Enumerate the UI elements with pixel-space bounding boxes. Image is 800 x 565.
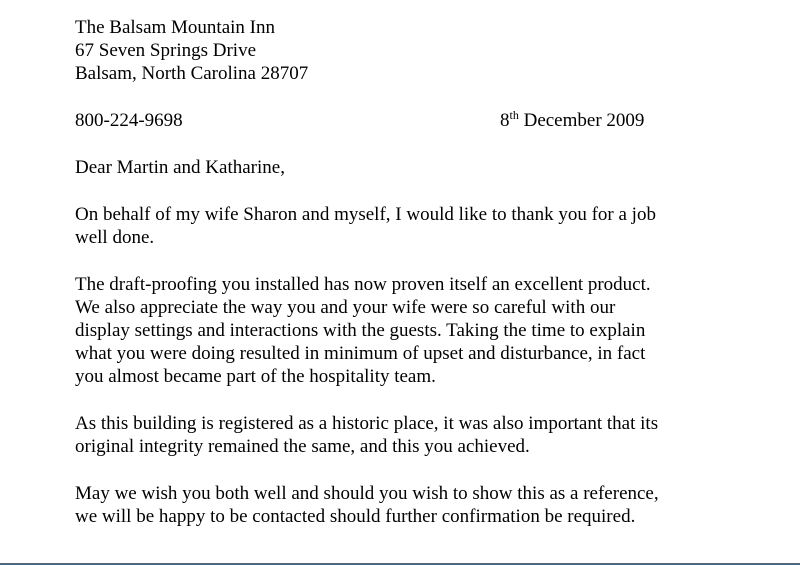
date-rest: December 2009 bbox=[523, 110, 645, 131]
paragraph-line: We also appreciate the way you and your wife were so careful with our bbox=[75, 297, 616, 318]
paragraph-line: you almost became part of the hospitality team. bbox=[75, 366, 436, 387]
paragraph-4 bbox=[75, 482, 725, 528]
contact-row bbox=[75, 109, 775, 132]
address-line-1: The Balsam Mountain Inn bbox=[75, 17, 275, 38]
letter-body bbox=[75, 16, 775, 528]
phone-number: 800-224-9698 bbox=[75, 110, 183, 131]
paragraph-line: May we wish you both well and should you wish to show this as a reference, bbox=[75, 483, 659, 504]
date-day: 8 bbox=[500, 110, 510, 131]
sender-address bbox=[75, 16, 775, 85]
paragraph-line: well done. bbox=[75, 227, 155, 248]
paragraph-line: On behalf of my wife Sharon and myself, I would like to thank you for a job bbox=[75, 204, 656, 225]
paragraph-3 bbox=[75, 412, 725, 458]
date-suffix: th bbox=[509, 108, 519, 122]
salutation bbox=[75, 156, 775, 179]
address-line-2: 67 Seven Springs Drive bbox=[75, 40, 257, 61]
paragraph-line: As this building is registered as a historic place, it was also important that its bbox=[75, 413, 659, 434]
salutation-comma: , bbox=[280, 157, 285, 178]
paragraph-1 bbox=[75, 203, 725, 249]
salutation-text: Dear Martin and Katharine bbox=[75, 157, 281, 178]
paragraph-line: original integrity remained the same, and this you achieved. bbox=[75, 436, 530, 457]
paragraph-line: display settings and interactions with the guests. Taking the time to explain bbox=[75, 320, 646, 341]
paragraph-line: we will be happy to be contacted should further confirmation be required. bbox=[75, 506, 636, 527]
paragraph-line: what you were doing resulted in minimum of upset and disturbance, in fact bbox=[75, 343, 646, 364]
paragraph-2 bbox=[75, 273, 725, 388]
address-line-3: Balsam, North Carolina 28707 bbox=[75, 63, 309, 84]
paragraph-line: The draft-proofing you installed has now proven itself an excellent product. bbox=[75, 274, 651, 295]
letter-date bbox=[500, 109, 644, 132]
